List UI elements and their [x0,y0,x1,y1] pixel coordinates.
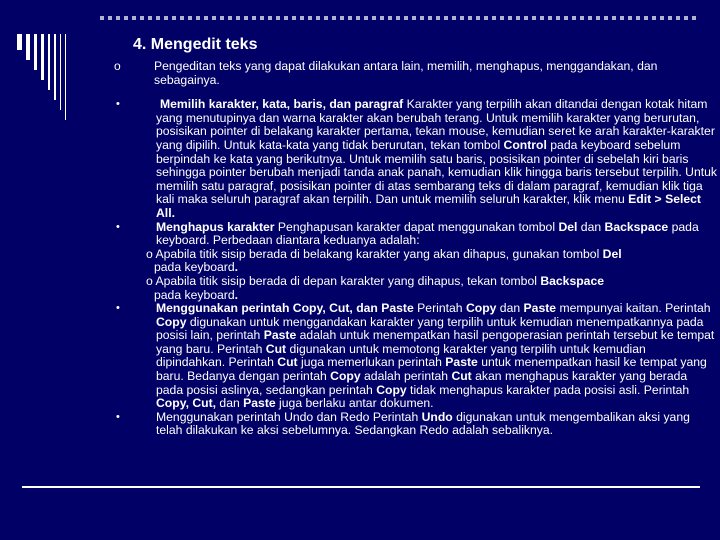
dot [516,16,520,20]
bullet-icon: • [116,302,120,315]
item-heading: Memilih karakter, kata, baris, dan paragraf [160,97,404,112]
dot [124,16,128,20]
dot [612,16,616,20]
dot [348,16,352,20]
dot [276,16,280,20]
slide-title: 4. Mengedit teks [133,36,258,53]
dot [132,16,136,20]
left-bar-decoration [17,34,70,120]
item-text: Perintah [413,301,466,316]
top-dotted-line [100,16,696,20]
bar-5 [48,34,50,90]
key-text: Paste [523,301,557,316]
sub-text: Apabila titik sisip berada di depan karakter yang dihapus, tekan tombol [155,273,541,288]
item-text: Menggunakan perintah Undo dan Redo Perintah [156,409,422,424]
dot [636,16,640,20]
item-heading: Menggunakan perintah Copy, Cut, dan Paste [156,301,414,316]
key-text: Cut [265,341,287,356]
dot [372,16,376,20]
dot [380,16,384,20]
item-text: adalah untuk menempatkan hasil pengoperasian perintah tersebut ke tempat yang baru. Perintah [156,328,715,356]
item-text: untuk menempatkan hasil ke tempat yang baru. Bedanya dengan perintah [156,355,707,384]
dot [444,16,448,20]
key-text: Copy [330,369,361,384]
list-item [112,221,717,248]
item-text: Karakter yang terpilih akan ditandai dengan kotak hitam yang menutupinya dan warna karakter akan berubah terang. Untuk memilih karakter yang berurutan, posisikan pointer di belakang karakter pertama, tekan mouse, kemudian seret ke arah karakter-karakter yang dipilih. Untuk kata-kata yang tidak berurutan, tekan tombol [156,97,715,152]
dot [460,16,464,20]
slide-content [112,60,717,438]
item-undo-text [156,411,717,438]
dot [644,16,648,20]
dot [292,16,296,20]
key-text: Del [558,219,578,234]
key-text: Copy [156,314,187,329]
dot [412,16,416,20]
item-text: mempunyai kaitan. Perintah [556,301,711,316]
dot [324,16,328,20]
intro-item [112,60,717,87]
dot [116,16,120,20]
dot [108,16,112,20]
dot [684,16,688,20]
dot [580,16,584,20]
dot [188,16,192,20]
dot [148,16,152,20]
key-text: Control [503,137,547,152]
item-text: juga berlaku antar dokumen. [275,396,434,411]
key-text: Del [602,246,622,261]
item-delete-text [156,221,717,248]
dot [540,16,544,20]
dot [332,16,336,20]
item-text: pada keyboard sebelum berpindah ke kata yang berikutnya. Untuk memilih satu baris, posisikan pointer di sebelah kiri baris sehingga pointer berubah menjadi tanda anak panah, kemudian klik hingga baris tersebut terpilih. Untuk memilih satu paragraf, posisikan pointer di atas sembarang teks di dalam paragraf, kemudian klik tiga kali maka seluruh paragraf akan terpilih. Dan untuk memilih seluruh karakter, klik menu [156,137,717,207]
dot [268,16,272,20]
item-text: Penghapusan karakter dapat menggunakan tombol [274,219,559,234]
item-select-text [156,98,717,220]
dot [404,16,408,20]
dot [628,16,632,20]
list-item [112,411,717,438]
item-text: dan [496,301,524,316]
key-text: Cut [277,355,298,370]
dot [308,16,312,20]
sub-end: . [234,260,239,275]
sub-text: pada keyboard [154,260,235,275]
dot [284,16,288,20]
dot [316,16,320,20]
item-text: tidak menghapus karakter pada posisi asli. Perintah [406,382,690,397]
dot [164,16,168,20]
dot [676,16,680,20]
dot [556,16,560,20]
item-text: adalah perintah [360,369,452,384]
item-copy-text [156,302,717,411]
item-text: juga memerlukan perintah [297,355,446,370]
dot [228,16,232,20]
item-text: pada keyboard. Perbedaan diantara keduanya adalah: [156,219,699,248]
item-text: digunakan untuk memotong karakter yang terpilih untuk kemudian dipindahkan. Perintah [156,341,646,370]
dot [100,16,104,20]
key-text: Backspace [604,219,669,234]
dot [300,16,304,20]
bullet-icon: • [116,220,120,233]
list-item [112,302,717,411]
dot [500,16,504,20]
key-text: Copy, Cut, [156,396,217,411]
bullet-icon: • [116,410,120,423]
dot [692,16,696,20]
bar-6 [54,34,56,100]
key-text: Copy [465,301,497,316]
dot [476,16,480,20]
item-heading: Menghapus karakter [156,219,275,234]
bar-4 [41,34,44,80]
item-text: digunakan untuk mengembalikan aksi yang telah dilakukan ke aksi sebelumnya. Sedangkan Redo adalah sebaliknya. [156,409,690,438]
dot [588,16,592,20]
bar-2 [26,34,30,60]
dot [492,16,496,20]
dot [564,16,568,20]
dot [156,16,160,20]
dot [172,16,176,20]
dot [660,16,664,20]
dot [220,16,224,20]
item-text: dan [577,219,605,234]
dot [532,16,536,20]
dot [420,16,424,20]
dot [668,16,672,20]
dot [180,16,184,20]
list-item [112,98,717,220]
dot [620,16,624,20]
square-bullet-icon: o [114,59,121,73]
sub-item [112,275,717,302]
dot [340,16,344,20]
dot [396,16,400,20]
bar-7 [60,34,61,110]
sub-marker: o [146,273,153,288]
sub-end: . [234,287,239,302]
dot [244,16,248,20]
dot [468,16,472,20]
dot [428,16,432,20]
dot [484,16,488,20]
bullet-icon: • [116,98,120,111]
key-text: Cut [451,369,472,384]
dot [452,16,456,20]
item-text: akan menghapus karakter yang berada pada posisi aslinya, sedangkan perintah [156,369,688,397]
dot [364,16,368,20]
sub-marker: o [146,246,153,261]
dot [548,16,552,20]
bar-8 [65,34,66,120]
dot [596,16,600,20]
bar-1 [17,34,22,50]
sub-text: Apabila titik sisip berada di belakang karakter yang akan dihapus, gunakan tombol [155,246,603,261]
key-text: Edit > Select All. [156,192,701,220]
key-text: Paste [243,396,276,411]
key-text: Backspace [540,273,605,288]
dot [140,16,144,20]
item-text: dan [216,396,244,411]
sub-item [112,248,717,275]
item-text: digunakan untuk menggandakan karakter yang terpilih untuk kemudian menempatkannya pada posisi lain, perintah [156,314,704,343]
bar-3 [34,34,37,70]
key-text: Undo [421,409,453,424]
dot [436,16,440,20]
dot [196,16,200,20]
key-text: Paste [445,355,478,370]
key-text: Paste [263,328,297,343]
dot [604,16,608,20]
sub-text: pada keyboard [154,287,235,302]
dot [260,16,264,20]
dot [236,16,240,20]
dot [356,16,360,20]
dot [252,16,256,20]
dot [204,16,208,20]
dot [652,16,656,20]
intro-text: Pengeditan teks yang dapat dilakukan antara lain, memilih, menghapus, menggandakan, dan sebagainya. [154,59,658,87]
dot [508,16,512,20]
key-text: Copy [376,382,407,397]
dot [212,16,216,20]
dot [572,16,576,20]
bottom-rule [22,486,700,488]
dot [524,16,528,20]
dot [388,16,392,20]
